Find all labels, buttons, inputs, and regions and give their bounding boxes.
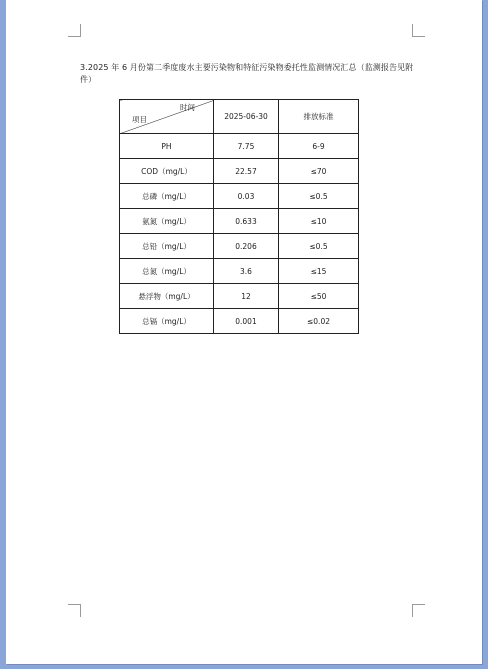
row-item: 总氮（mg/L） [120, 259, 214, 284]
row-standard: ≤15 [279, 259, 359, 284]
row-standard: 6-9 [279, 134, 359, 159]
row-standard: ≤50 [279, 284, 359, 309]
crop-mark-top-left [68, 24, 81, 37]
row-value: 0.001 [214, 309, 279, 334]
row-item: 悬浮物（mg/L） [120, 284, 214, 309]
row-value: 12 [214, 284, 279, 309]
row-item: 总镉（mg/L） [120, 309, 214, 334]
row-item: PH [120, 134, 214, 159]
row-item: 氨氮（mg/L） [120, 209, 214, 234]
table-row [120, 259, 359, 284]
row-standard: ≤70 [279, 159, 359, 184]
row-value: 7.75 [214, 134, 279, 159]
crop-mark-top-right [412, 24, 425, 37]
row-value: 3.6 [214, 259, 279, 284]
table-row [120, 134, 359, 159]
row-item: 总铅（mg/L） [120, 234, 214, 259]
monitoring-table [119, 99, 359, 334]
table-row [120, 184, 359, 209]
row-value: 0.633 [214, 209, 279, 234]
header-date: 2025-06-30 [214, 100, 279, 134]
crop-mark-bottom-left [68, 604, 81, 617]
row-standard: ≤0.5 [279, 234, 359, 259]
table-row [120, 209, 359, 234]
row-item: COD（mg/L） [120, 159, 214, 184]
row-value: 22.57 [214, 159, 279, 184]
table-row [120, 284, 359, 309]
row-standard: ≤10 [279, 209, 359, 234]
document-page [6, 0, 482, 664]
row-standard: ≤0.02 [279, 309, 359, 334]
row-item: 总磷（mg/L） [120, 184, 214, 209]
table-row [120, 159, 359, 184]
row-standard: ≤0.5 [279, 184, 359, 209]
row-value: 0.206 [214, 234, 279, 259]
section-heading: 3.2025 年 6 月份第二季度废水主要污染物和特征污染物委托性监测情况汇总（监测报告见附件） [80, 63, 414, 84]
crop-mark-bottom-right [412, 604, 425, 617]
diag-header-item: 项目 [132, 115, 147, 124]
diag-header-time: 时间 [180, 103, 195, 112]
header-standard: 排放标准 [279, 100, 359, 134]
table-row [120, 234, 359, 259]
table-row [120, 309, 359, 334]
diagonal-header-cell [120, 100, 214, 134]
table-header-row [120, 100, 359, 134]
row-value: 0.03 [214, 184, 279, 209]
